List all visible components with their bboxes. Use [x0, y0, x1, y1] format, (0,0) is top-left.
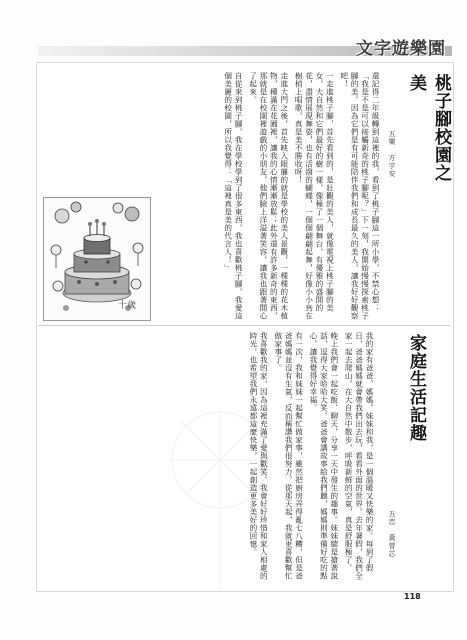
drawing-caption: 十歲 [118, 301, 137, 311]
article-divider [38, 325, 450, 326]
article2-byline: 五忠 黃曾芯 [388, 510, 396, 558]
article2-paragraph: 我的家有爸爸、媽媽、妹妹和我，是一個溫暖又快樂的家。每到了假日，爸爸媽媽就會帶我們出去玩，看看外面的世界。去年暑假，我們全家一起去爬山，在大自然中散步，呼吸新鮮的空氣，真是舒服極了。 [344, 332, 374, 580]
article2-paragraph: 我喜歡我的家，因為這裡充滿了愛與歡笑。我會好好珍惜和家人相處的時光，也希望我們永遠都這麼快樂，一起創造更多美好的回憶。 [248, 332, 269, 580]
section-title: 文字遊樂園 [356, 39, 446, 59]
article1-byline: 五樂 方宇安 [388, 130, 396, 178]
article2-paragraph: 晚上我們會一起吃飯、聊天，分享一天中發生的趣事。妹妹總是搶著說話，逗得大家哈哈大笑。爸爸會講故事給我們聽，媽媽則準備好吃的點心，讓我覺得好幸福。 [308, 332, 339, 580]
page-number: 118 [404, 592, 421, 601]
article1-body [152, 72, 380, 320]
article1-title: 桃子腳校園之美 [406, 74, 451, 182]
article2-body [44, 332, 374, 582]
article1-paragraph: 還記得二年級轉到這裡的我，看到了桃子腳這一所小學，不禁心想：「我是不是可以接觸新奇的桃子腳呢？」下一刻，我開始慢慢探索桃子腳的美。因為它們是有可能陪伴我們和成長最久的美人，讓我好好觀察吧！ [339, 72, 380, 320]
section-banner [38, 34, 452, 60]
article1-paragraph: 自從來到桃子腳，我在學校學到了很多東西，我也喜歡桃子腳，我愛這個美麗的校園，所以我覺得：「這裡真是美的代言人！」 [223, 72, 244, 320]
article1-paragraph: 一走進桃子腳，首先看到的，是壯觀的美人，就像電視上桃子腳的美女，大自然和它們最好的樹一樣，像極了一個舞台，有優雅的盛開的花，盡情展現舞姿，也有活潑的蝴蝶，一個個翩翩起舞，好像小小鳥在樹梢上唱歌，真是美不勝收呀！ [294, 72, 335, 320]
article2-paragraph: 有一次，我和妹妹一起幫忙做家事，雖然把廚房弄得亂七八糟，但是爸爸媽媽並沒有生氣，反而稱讚我們很努力。從那天起，我就更喜歡幫忙做家事了。 [273, 332, 304, 580]
article2-title: 家庭生活記趣 [406, 334, 426, 442]
child-drawing [43, 197, 151, 321]
article1-paragraph: 走進大門之後，首先映入眼簾的就是學校的美人景觀，一棵棵的花木植物，種滿在花圃裡，讓我的心情漸漸放鬆；此外還有許多新奇的東西，那就是在校園裡遊戲的小朋友，他們臉上洋溢著笑容，讓我也跟著開心了起來。 [248, 72, 289, 320]
